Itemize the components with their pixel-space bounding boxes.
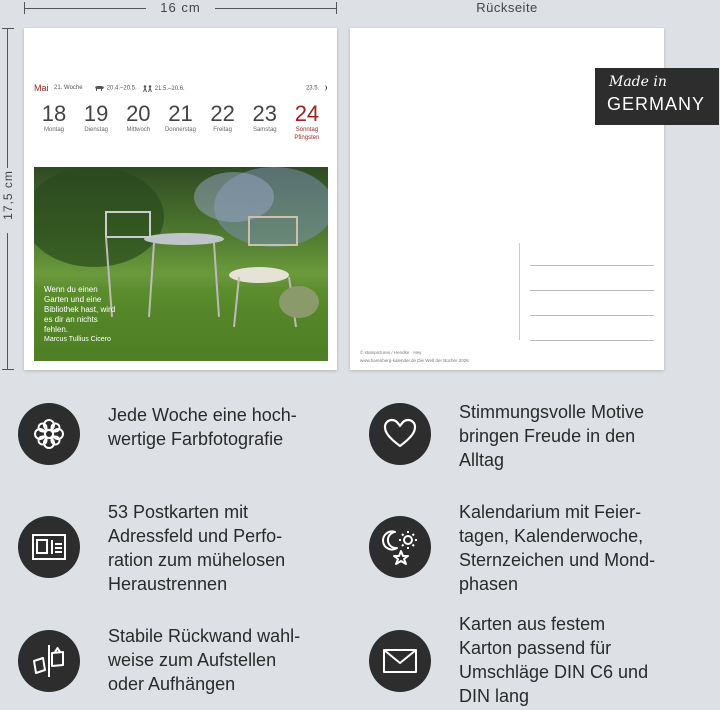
badge-made-in: Made in (609, 74, 667, 90)
day-sunday-holiday: 24 Sonntag Pfingsten (294, 101, 320, 141)
day-friday: 22 Freitag (210, 101, 235, 133)
feature-cardstock (369, 612, 648, 708)
quote-author: Marcus Tullius Cicero (44, 336, 111, 343)
feature-photo (18, 403, 297, 465)
zodiac-taurus: 20.4.–20.5. (94, 85, 137, 92)
feature-postcards (18, 500, 285, 596)
feature-text: Stabile Rückwand wahl- weise zum Aufstellen oder Aufhängen (108, 626, 301, 694)
postcard-icon (18, 516, 80, 578)
day-thursday: 21 Donnerstag (164, 101, 196, 133)
postcard-front (24, 28, 337, 370)
moon-icon (321, 85, 327, 91)
feature-text: Stimmungsvolle Motive bringen Freude in den Alltag (459, 402, 645, 470)
moon-sun-star-icon (369, 516, 431, 578)
week-days (34, 102, 327, 142)
photo-credit: © stampictures / Hendke · Hey (360, 350, 422, 355)
week-label: 21. Woche (54, 85, 83, 91)
month-label: Mai (34, 83, 49, 93)
address-divider (519, 243, 520, 340)
height-dimension (0, 28, 16, 370)
taurus-icon (94, 85, 105, 91)
address-line (530, 315, 654, 316)
made-in-germany-badge (595, 68, 719, 125)
width-label: 16 cm (160, 0, 201, 15)
day-saturday: 23 Samstag (252, 101, 278, 133)
heart-icon (369, 403, 431, 465)
calendar-header (34, 84, 327, 96)
feature-text: 53 Postkarten mit Adressfeld und Perfo- ration zum mühelosen Heraustrennen (108, 502, 286, 594)
height-label: 17,5 cm (1, 170, 15, 220)
envelope-icon (369, 630, 431, 692)
photo-quote: Wenn du einen Garten und eine Bibliothek hast, wird es dir an nichts fehlen. (44, 285, 116, 334)
feature-text: Kalendarium mit Feier- tagen, Kalenderwoche, Sternzeichen und Mond- phasen (459, 502, 656, 594)
gemini-icon (142, 85, 153, 92)
day-wednesday: 20 Mittwoch (126, 101, 151, 133)
feature-calendarium (369, 500, 655, 596)
zodiac-gemini: 21.5.–20.6. (142, 85, 185, 92)
badge-country: GERMANY (607, 94, 706, 114)
address-line (530, 340, 654, 341)
day-monday: 18 Montag (41, 101, 67, 133)
publisher-credit: www.harenberg-kalender.de Die Welt der Bücher 2026 (360, 358, 469, 363)
feature-motifs (369, 400, 644, 472)
garden-photo (34, 167, 328, 361)
back-side-label: Rückseite (476, 0, 538, 15)
feature-text: Jede Woche eine hoch- wertige Farbfotografie (108, 405, 297, 449)
moon-phase: 23.5. (306, 85, 327, 92)
wall-stand-icon (18, 630, 80, 692)
address-line (530, 290, 654, 291)
flower-icon (18, 403, 80, 465)
feature-backboard (18, 624, 300, 696)
width-dimension (24, 0, 337, 16)
day-tuesday: 19 Dienstag (83, 101, 109, 133)
feature-text: Karten aus festem Karton passend für Umschläge DIN C6 und DIN lang (459, 614, 649, 706)
address-line (530, 265, 654, 266)
